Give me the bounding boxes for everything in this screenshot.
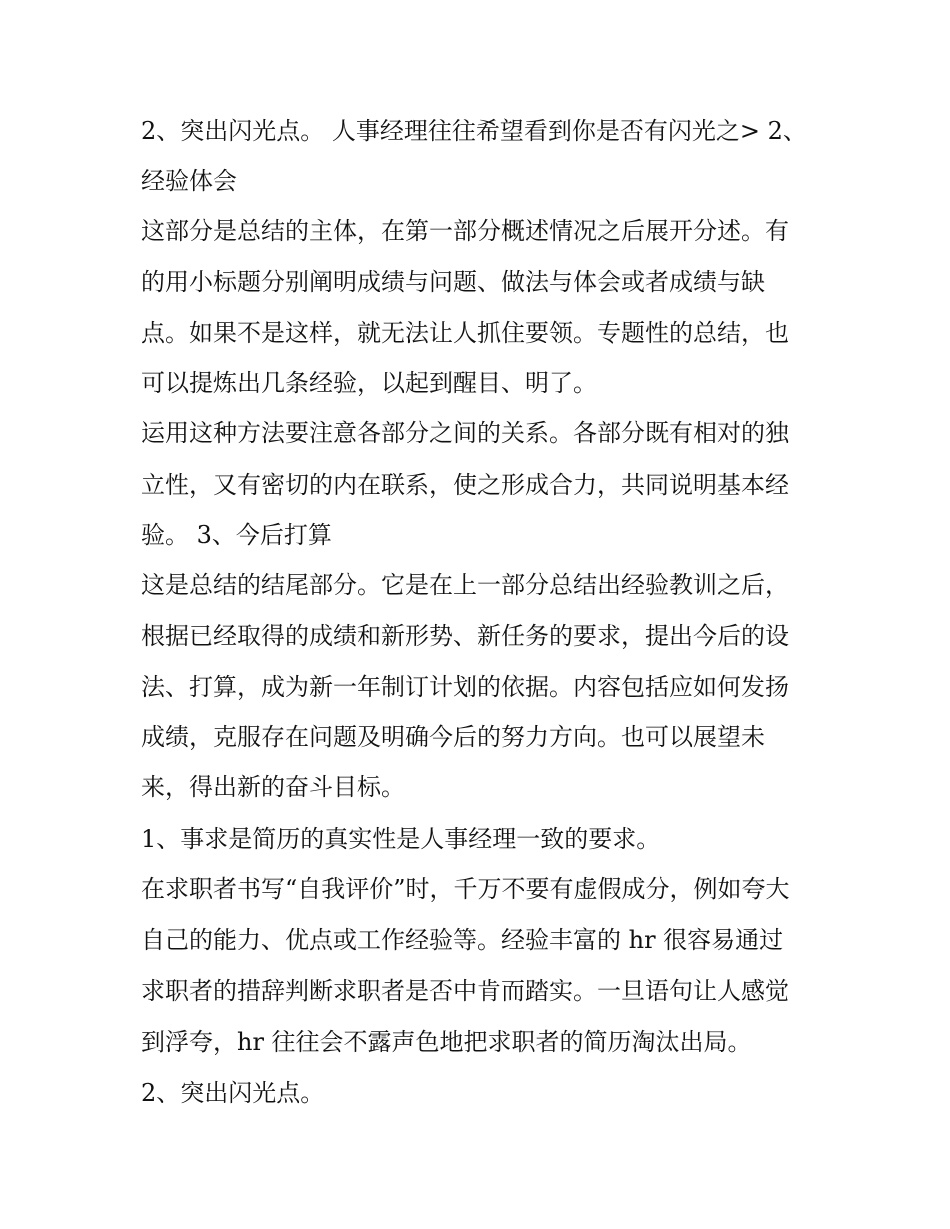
text-line: 到浮夸，hr 往往会不露声色地把求职者的简历淘汰出局。	[141, 1028, 752, 1056]
text-line: 2、突出闪光点。 人事经理往往希望看到你是否有闪光之> 2、	[141, 117, 807, 145]
text-line: 来，得出新的奋斗目标。	[141, 773, 405, 801]
text-line: 的用小标题分别阐明成绩与问题、做法与体会或者成绩与缺	[141, 268, 765, 296]
text-line: 求职者的措辞判断求职者是否中肯而踏实。一旦语句让人感觉	[141, 977, 789, 1005]
text-line: 1、事求是简历的真实性是人事经理一致的要求。	[141, 825, 661, 853]
text-line: 这部分是总结的主体，在第一部分概述情况之后展开分述。有	[141, 217, 789, 245]
text-line: 成绩，克服存在问题及明确今后的努力方向。也可以展望未	[141, 723, 765, 751]
text-line: 运用这种方法要注意各部分之间的关系。各部分既有相对的独	[141, 419, 789, 447]
text-line: 自己的能力、优点或工作经验等。经验丰富的 hr 很容易通过	[141, 926, 784, 954]
text-line: 可以提炼出几条经验，以起到醒目、明了。	[141, 369, 597, 397]
text-line: 立性，又有密切的内在联系，使之形成合力，共同说明基本经	[141, 471, 789, 499]
text-line: 验。 3、今后打算	[141, 521, 332, 549]
text-line: 点。如果不是这样，就无法让人抓住要领。专题性的总结，也	[141, 319, 789, 347]
text-line: 经验体会	[141, 167, 237, 195]
text-line: 法、打算，成为新一年制订计划的依据。内容包括应如何发扬	[141, 673, 789, 701]
text-line: 2、突出闪光点。	[141, 1079, 325, 1107]
text-line: 根据已经取得的成绩和新形势、新任务的要求，提出今后的设	[141, 622, 789, 650]
text-line: 在求职者书写“自我评价”时，千万不要有虚假成分，例如夸大	[141, 875, 790, 903]
text-line: 这是总结的结尾部分。它是在上一部分总结出经验教训之后，	[141, 571, 789, 599]
